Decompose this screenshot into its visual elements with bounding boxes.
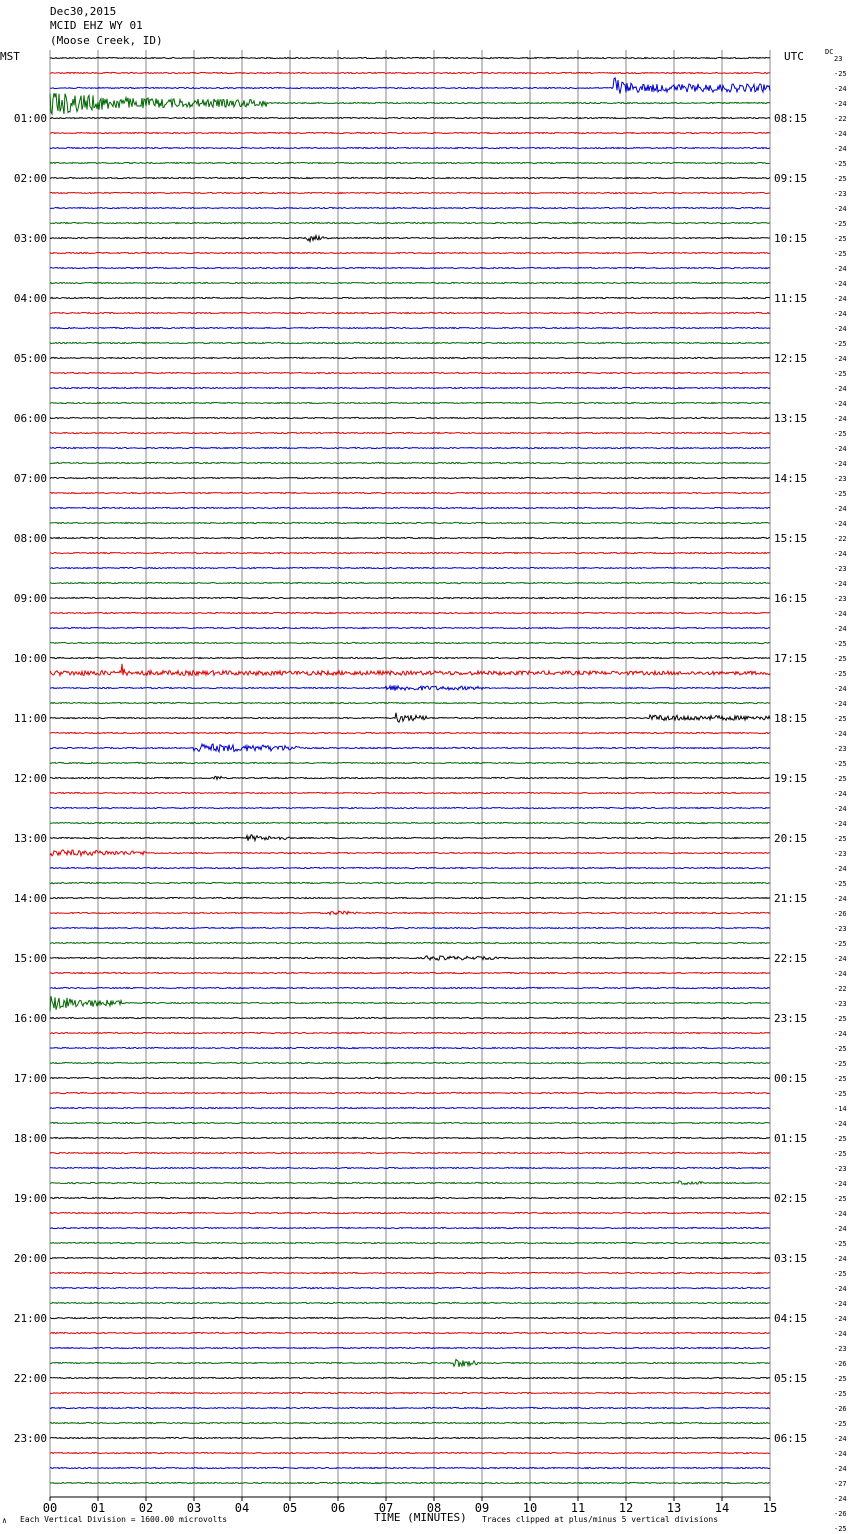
dc-offset: -24 (834, 1315, 847, 1323)
trace-58 (50, 927, 770, 928)
trace-78 (50, 1227, 770, 1228)
trace-0 (50, 57, 770, 58)
dc-offset: -24 (834, 1285, 847, 1293)
trace-66 (50, 1047, 770, 1048)
dc-offset: -25 (834, 715, 847, 723)
dc-offset: -24 (834, 1225, 847, 1233)
dc-offset: -24 (834, 1180, 847, 1188)
trace-57 (50, 911, 770, 915)
trace-33 (50, 552, 770, 553)
dc-offset: -24 (834, 790, 847, 798)
dc-offset: -26 (834, 1510, 847, 1518)
trace-54 (50, 867, 770, 868)
x-tick-label: 02 (138, 1501, 154, 1515)
plot-grid (50, 50, 770, 1497)
dc-offset: -23 (834, 745, 847, 753)
x-tick-label: 01 (90, 1501, 106, 1515)
dc-offset: -25 (834, 760, 847, 768)
dc-offset: -27 (834, 1480, 847, 1488)
dc-offset: -24 (834, 520, 847, 528)
left-hour-label: 17:00 (13, 1072, 47, 1085)
dc-offset: -25 (834, 1075, 847, 1083)
dc-offset: -26 (834, 1405, 847, 1413)
dc-offset: -23 (834, 595, 847, 603)
left-hour-label: 01:00 (13, 112, 47, 125)
trace-23 (50, 402, 770, 403)
left-hour-label: 16:00 (13, 1012, 47, 1025)
right-hour-label: 11:15 (774, 292, 808, 305)
left-hour-label: 12:00 (13, 772, 47, 785)
x-tick-label: 11 (570, 1501, 586, 1515)
trace-73 (50, 1152, 770, 1153)
right-hour-label: 13:15 (774, 412, 808, 425)
trace-82 (50, 1287, 770, 1288)
left-hour-label: 21:00 (13, 1312, 47, 1325)
dc-offset: -24 (834, 1255, 847, 1263)
dc-offset: -24 (834, 280, 847, 288)
trace-14 (50, 267, 770, 268)
trace-51 (50, 822, 770, 823)
trace-49 (50, 792, 770, 793)
dc-offset: -25 (834, 220, 847, 228)
trace-13 (50, 252, 770, 253)
dc-offset: -24 (834, 145, 847, 153)
dc-offset: -26 (834, 910, 847, 918)
trace-61 (50, 972, 770, 973)
trace-65 (50, 1032, 770, 1033)
left-hour-label: 10:00 (13, 652, 47, 665)
dc-offset: 23 (834, 55, 843, 63)
dc-offset: -25 (834, 175, 847, 183)
trace-71 (50, 1122, 770, 1123)
left-hour-label: 09:00 (13, 592, 47, 605)
trace-79 (50, 1242, 770, 1243)
trace-81 (50, 1272, 770, 1273)
dc-offset: -24 (834, 205, 847, 213)
x-tick-label: 10 (522, 1501, 538, 1515)
trace-26 (50, 447, 770, 448)
dc-offset: -23 (834, 1165, 847, 1173)
trace-47 (50, 762, 770, 763)
x-tick-label: 09 (474, 1501, 490, 1515)
dc-offset: -23 (834, 475, 847, 483)
right-hour-label: 19:15 (774, 772, 808, 785)
x-tick-label: 13 (666, 1501, 682, 1515)
trace-38 (50, 627, 770, 628)
chart-date: Dec30,2015 (50, 5, 117, 18)
dc-offset: -23 (834, 190, 847, 198)
right-hour-label: 17:15 (774, 652, 808, 665)
dc-offset: -23 (834, 850, 847, 858)
trace-45 (50, 732, 770, 733)
dc-offset: -24 (834, 400, 847, 408)
footer-mark: ∧ (2, 1516, 7, 1525)
trace-8 (50, 177, 770, 178)
trace-56 (50, 897, 770, 898)
dc-offset: -25 (834, 670, 847, 678)
right-hour-label: 03:15 (774, 1252, 808, 1265)
dc-offset: -25 (834, 1195, 847, 1203)
dc-header-label: DC (825, 48, 834, 56)
left-hour-label: 19:00 (13, 1192, 47, 1205)
trace-40 (50, 657, 770, 658)
right-hour-label: 20:15 (774, 832, 808, 845)
dc-offset: -24 (834, 895, 847, 903)
x-tick-label: 14 (714, 1501, 730, 1515)
right-timezone-label: UTC (784, 50, 804, 63)
x-tick-label: 08 (426, 1501, 442, 1515)
trace-6 (50, 147, 770, 148)
trace-25 (50, 432, 770, 433)
trace-64 (50, 1017, 770, 1018)
dc-offset: -25 (834, 70, 847, 78)
dc-offset: -24 (834, 355, 847, 363)
left-hour-label: 05:00 (13, 352, 47, 365)
dc-offset: -24 (834, 310, 847, 318)
dc-offset: -24 (834, 130, 847, 138)
trace-7 (50, 162, 770, 163)
dc-offset: -25 (834, 1390, 847, 1398)
trace-18 (50, 327, 770, 328)
dc-offset: -25 (834, 640, 847, 648)
trace-77 (50, 1212, 770, 1213)
trace-75 (50, 1181, 770, 1185)
left-hour-label: 22:00 (13, 1372, 47, 1385)
right-hour-label: 14:15 (774, 472, 808, 485)
right-hour-label: 16:15 (774, 592, 808, 605)
right-hour-label: 10:15 (774, 232, 808, 245)
trace-2 (50, 78, 770, 94)
trace-29 (50, 492, 770, 493)
dc-offset: -24 (834, 1300, 847, 1308)
dc-offset: -24 (834, 820, 847, 828)
chart-location: (Moose Creek, ID) (50, 34, 163, 47)
chart-station: MCID EHZ WY 01 (50, 19, 143, 32)
trace-9 (50, 192, 770, 193)
trace-15 (50, 282, 770, 283)
trace-95 (50, 1482, 770, 1483)
dc-offset: -22 (834, 115, 847, 123)
trace-53 (50, 850, 770, 856)
trace-20 (50, 357, 770, 358)
dc-offset: -24 (834, 325, 847, 333)
left-hour-label: 07:00 (13, 472, 47, 485)
dc-offset: -24 (834, 1030, 847, 1038)
dc-offset: -24 (834, 1120, 847, 1128)
trace-50 (50, 807, 770, 808)
trace-39 (50, 642, 770, 643)
trace-1 (50, 72, 770, 73)
dc-offset: -25 (834, 1150, 847, 1158)
dc-offset: -24 (834, 265, 847, 273)
dc-offset: -25 (834, 655, 847, 663)
dc-offset: -24 (834, 1495, 847, 1503)
right-hour-label: 01:15 (774, 1132, 808, 1145)
dc-offset: -24 (834, 610, 847, 618)
dc-offset: -24 (834, 805, 847, 813)
trace-16 (50, 297, 770, 298)
trace-59 (50, 942, 770, 943)
trace-48 (50, 776, 770, 779)
right-hour-label: 04:15 (774, 1312, 808, 1325)
dc-offset: -25 (834, 1420, 847, 1428)
trace-87 (50, 1360, 770, 1367)
trace-83 (50, 1302, 770, 1303)
trace-35 (50, 582, 770, 583)
x-axis-title: TIME (MINUTES) (374, 1511, 467, 1524)
dc-offset: -25 (834, 430, 847, 438)
trace-28 (50, 477, 770, 478)
dc-offset: -25 (834, 1525, 847, 1533)
trace-94 (50, 1467, 770, 1468)
dc-offset: -25 (834, 235, 847, 243)
trace-92 (50, 1437, 770, 1438)
dc-offset: -25 (834, 250, 847, 258)
trace-62 (50, 987, 770, 988)
trace-10 (50, 207, 770, 208)
trace-41 (50, 664, 770, 676)
trace-44 (50, 713, 770, 722)
trace-3 (50, 93, 770, 114)
x-tick-label: 12 (618, 1501, 634, 1515)
x-tick-label: 03 (186, 1501, 202, 1515)
trace-90 (50, 1407, 770, 1408)
dc-offset: -24 (834, 1450, 847, 1458)
trace-80 (50, 1257, 770, 1258)
clip-note: Traces clipped at plus/minus 5 vertical divisions (482, 1515, 719, 1524)
trace-37 (50, 612, 770, 613)
right-hour-label: 22:15 (774, 952, 808, 965)
dc-offset: -24 (834, 1330, 847, 1338)
dc-offset: -25 (834, 880, 847, 888)
right-hour-label: 00:15 (774, 1072, 808, 1085)
trace-67 (50, 1062, 770, 1063)
dc-offset: -25 (834, 1375, 847, 1383)
trace-91 (50, 1422, 770, 1423)
dc-offset: -24 (834, 865, 847, 873)
trace-93 (50, 1452, 770, 1453)
dc-offset: -23 (834, 1345, 847, 1353)
trace-27 (50, 462, 770, 463)
dc-offset: -23 (834, 1000, 847, 1008)
dc-offset-labels (834, 55, 847, 1534)
left-hour-label: 23:00 (13, 1432, 47, 1445)
dc-offset: -22 (834, 985, 847, 993)
dc-offset: -24 (834, 685, 847, 693)
dc-offset: -24 (834, 445, 847, 453)
trace-46 (50, 744, 770, 752)
trace-72 (50, 1137, 770, 1138)
left-hour-label: 08:00 (13, 532, 47, 545)
trace-86 (50, 1347, 770, 1348)
trace-89 (50, 1392, 770, 1393)
dc-offset: -24 (834, 415, 847, 423)
trace-52 (50, 835, 770, 841)
right-hour-label: 06:15 (774, 1432, 808, 1445)
trace-12 (50, 236, 770, 242)
left-hour-label: 06:00 (13, 412, 47, 425)
dc-offset: -22 (834, 535, 847, 543)
dc-offset: -25 (834, 1060, 847, 1068)
trace-60 (50, 956, 770, 960)
dc-offset: -24 (834, 1435, 847, 1443)
dc-offset: -23 (834, 925, 847, 933)
dc-offset: -24 (834, 550, 847, 558)
right-hour-label: 09:15 (774, 172, 808, 185)
dc-offset: -25 (834, 1090, 847, 1098)
dc-offset: -25 (834, 940, 847, 948)
dc-offset: -25 (834, 1015, 847, 1023)
right-hour-label: 02:15 (774, 1192, 808, 1205)
left-hour-label: 04:00 (13, 292, 47, 305)
dc-offset: -25 (834, 340, 847, 348)
trace-85 (50, 1332, 770, 1333)
trace-55 (50, 882, 770, 883)
trace-69 (50, 1092, 770, 1093)
trace-22 (50, 387, 770, 388)
trace-36 (50, 597, 770, 598)
dc-offset: -24 (834, 295, 847, 303)
trace-68 (50, 1077, 770, 1078)
dc-offset: -25 (834, 1240, 847, 1248)
dc-offset: -24 (834, 580, 847, 588)
dc-offset: -24 (834, 730, 847, 738)
right-hour-label: 23:15 (774, 1012, 808, 1025)
x-tick-label: 06 (330, 1501, 346, 1515)
dc-offset: -24 (834, 1210, 847, 1218)
dc-offset: -25 (834, 1045, 847, 1053)
scale-note: Each Vertical Division = 1600.00 microvolts (20, 1515, 228, 1524)
dc-offset: -14 (834, 1105, 847, 1113)
dc-offset: -24 (834, 385, 847, 393)
trace-31 (50, 522, 770, 523)
x-tick-label: 04 (234, 1501, 250, 1515)
right-hour-label: 18:15 (774, 712, 808, 725)
left-hour-label: 15:00 (13, 952, 47, 965)
dc-offset: -25 (834, 1135, 847, 1143)
dc-offset: -24 (834, 85, 847, 93)
dc-offset: -24 (834, 100, 847, 108)
trace-24 (50, 417, 770, 418)
dc-offset: -26 (834, 1360, 847, 1368)
trace-5 (50, 132, 770, 133)
trace-74 (50, 1167, 770, 1168)
trace-76 (50, 1197, 770, 1198)
right-hour-label: 05:15 (774, 1372, 808, 1385)
left-hour-label: 11:00 (13, 712, 47, 725)
trace-70 (50, 1107, 770, 1108)
trace-32 (50, 537, 770, 538)
x-tick-label: 00 (42, 1501, 58, 1515)
left-timezone-label: MST (0, 50, 20, 63)
right-hour-label: 12:15 (774, 352, 808, 365)
trace-group (50, 57, 770, 1483)
trace-11 (50, 222, 770, 223)
dc-offset: -25 (834, 835, 847, 843)
x-tick-label: 07 (378, 1501, 394, 1515)
right-hour-label: 15:15 (774, 532, 808, 545)
left-hour-label: 20:00 (13, 1252, 47, 1265)
dc-offset: -24 (834, 505, 847, 513)
trace-19 (50, 342, 770, 343)
x-tick-label: 05 (282, 1501, 298, 1515)
left-hour-label: 02:00 (13, 172, 47, 185)
trace-30 (50, 507, 770, 508)
left-hour-label: 18:00 (13, 1132, 47, 1145)
trace-84 (50, 1317, 770, 1318)
right-hour-label: 08:15 (774, 112, 808, 125)
dc-offset: -25 (834, 160, 847, 168)
dc-offset: -24 (834, 1465, 847, 1473)
dc-offset: -24 (834, 625, 847, 633)
x-tick-label: 15 (762, 1501, 778, 1515)
dc-offset: -25 (834, 370, 847, 378)
left-hour-label: 14:00 (13, 892, 47, 905)
dc-offset: -24 (834, 955, 847, 963)
dc-offset: -25 (834, 490, 847, 498)
trace-34 (50, 567, 770, 568)
dc-offset: -24 (834, 970, 847, 978)
left-hour-label: 13:00 (13, 832, 47, 845)
trace-17 (50, 312, 770, 313)
dc-offset: -24 (834, 700, 847, 708)
dc-offset: -23 (834, 565, 847, 573)
right-hour-label: 21:15 (774, 892, 808, 905)
trace-88 (50, 1377, 770, 1378)
dc-offset: -24 (834, 460, 847, 468)
trace-42 (50, 685, 770, 690)
trace-63 (50, 996, 770, 1011)
trace-4 (50, 117, 770, 118)
trace-43 (50, 702, 770, 703)
dc-offset: -25 (834, 775, 847, 783)
dc-offset: -25 (834, 1270, 847, 1278)
left-hour-label: 03:00 (13, 232, 47, 245)
trace-21 (50, 372, 770, 373)
